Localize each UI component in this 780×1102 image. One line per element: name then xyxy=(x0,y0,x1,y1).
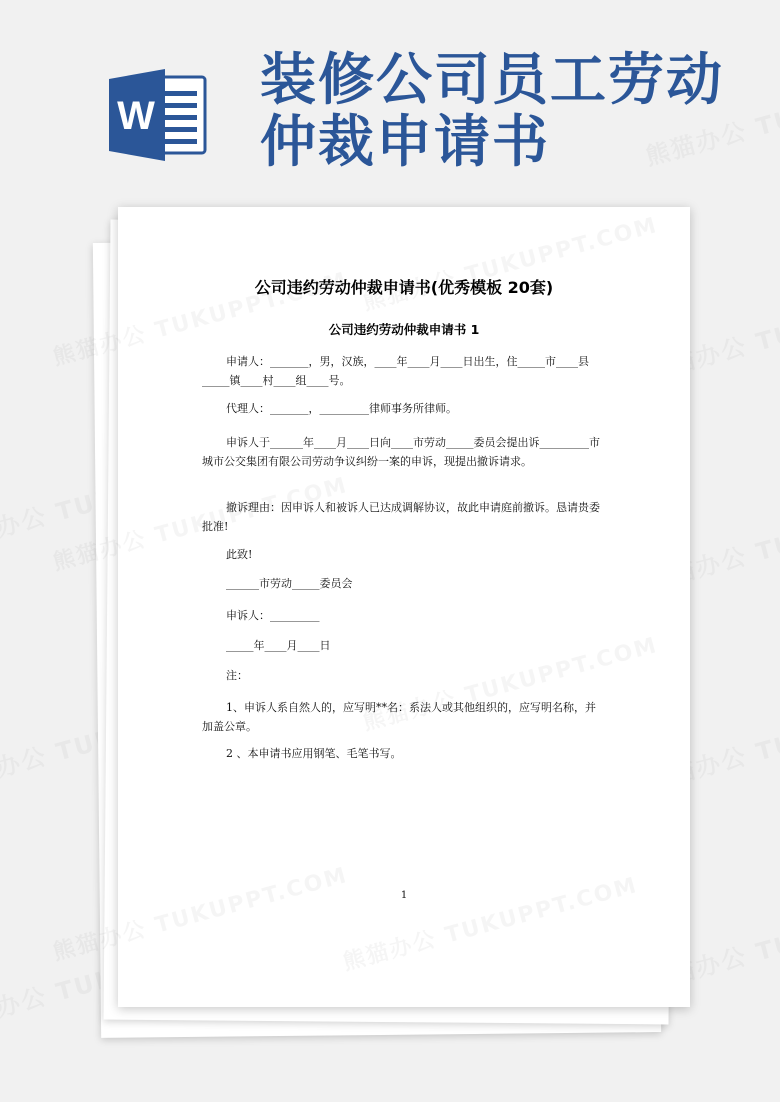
watermark xyxy=(339,868,641,977)
document-subtitle: 公司违约劳动仲裁申请书 1 xyxy=(328,322,480,337)
salutation-line: 此致! xyxy=(226,548,253,561)
applicant-paragraph: 申请人：_______，男，汉族，____年____月____日出生，住_____市____县_____镇____村____组____号。 xyxy=(202,355,589,387)
word-logo-icon xyxy=(107,67,207,163)
withdrawal-reason-paragraph: 撤诉理由：因申诉人和被诉人已达成调解协议，故此申请庭前撤诉。恳请贵委批准! xyxy=(202,501,600,533)
note-item-1: 1、申诉人系自然人的，应写明**名：系法人或其他组织的，应写明名称，并加盖公章。 xyxy=(202,701,596,733)
watermark xyxy=(359,208,661,317)
committee-line: ______市劳动_____委员会 xyxy=(226,577,353,590)
note-item-2: 2 、本申请书应用钢笔、毛笔书写。 xyxy=(226,747,402,760)
page-number: 1 xyxy=(400,890,408,901)
complainant-signature-line: 申诉人：_________ xyxy=(226,609,320,622)
withdrawal-request-paragraph: 申诉人于______年____月____日向____市劳动_____委员会提出诉_________市城市公交集团有限公司劳动争议纠纷一案的申诉，现提出撤诉请求。 xyxy=(202,436,600,468)
banner-title xyxy=(260,50,724,174)
word-logo-letter: W xyxy=(117,94,155,138)
date-line: _____年____月____日 xyxy=(226,639,331,652)
document-title: 公司违约劳动仲裁申请书(优秀模板 20套) xyxy=(254,278,554,297)
agent-paragraph: 代理人：_______，_________律师事务所律师。 xyxy=(226,402,457,415)
banner-title-line2: 仲裁申请书 xyxy=(260,110,550,175)
document-page xyxy=(118,207,690,1007)
notes-heading: 注： xyxy=(226,669,248,682)
banner-title-line1: 装修公司员工劳动 xyxy=(260,48,724,113)
watermark xyxy=(49,858,351,967)
